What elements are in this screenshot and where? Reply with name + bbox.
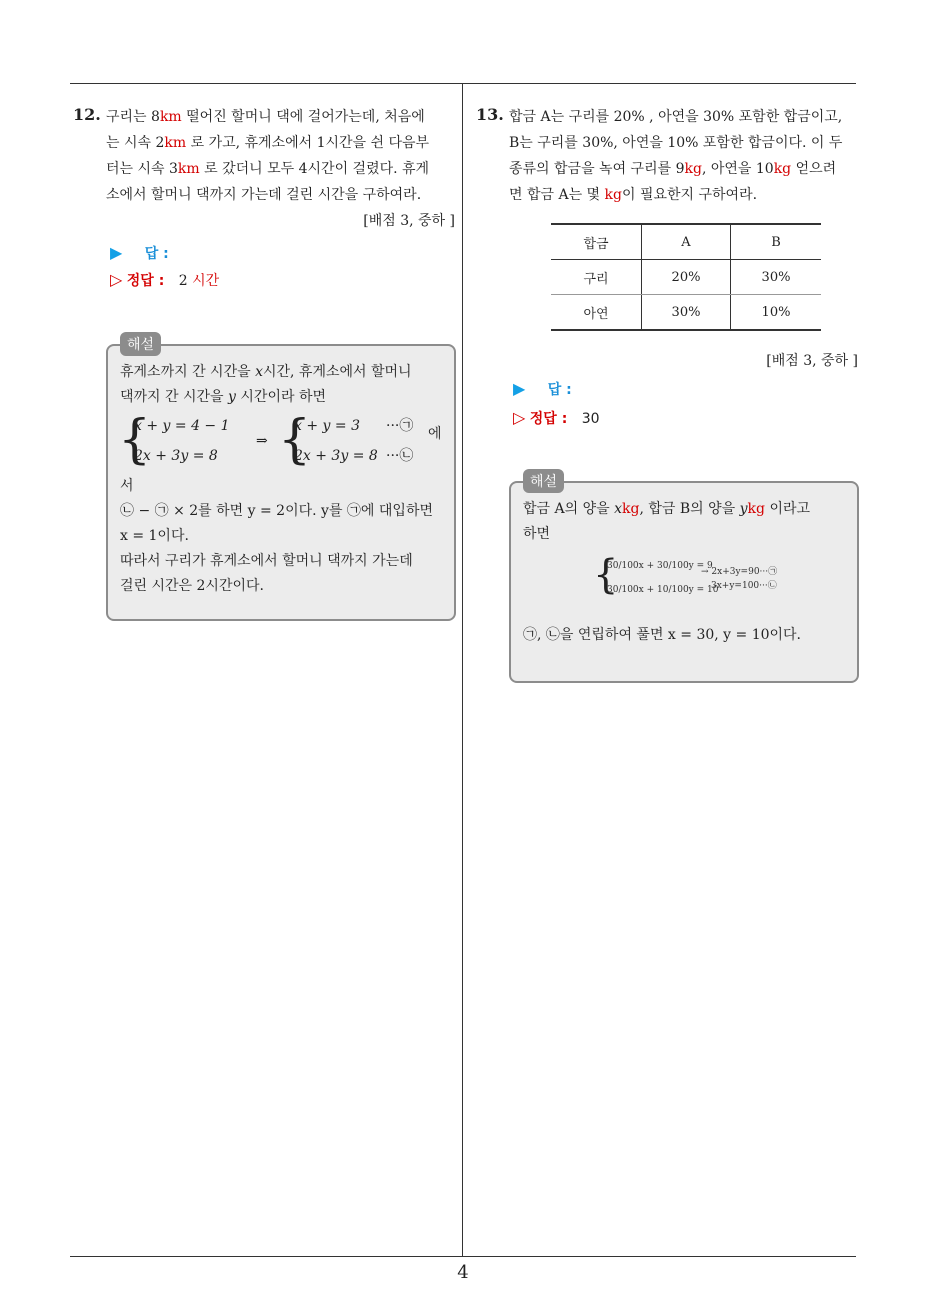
correct-label: 정답 : — [126, 273, 165, 289]
question-13-answer-block — [513, 376, 600, 432]
correct-answer-value: 30 — [581, 411, 600, 427]
question-13 — [509, 104, 858, 208]
question-13-correct-row — [513, 405, 600, 432]
question-13-score: [배점 3, 중하 ] — [766, 353, 858, 369]
question-12-solution-box — [106, 337, 456, 621]
question-12-answer-row — [110, 240, 455, 267]
question-13-text: 합금 A는 구리를 20% , 아연을 30% 포함한 합금이고, B는 구리를 30%, 아연을 10% 포함한 합금이다. 이 두 종류의 합금을 녹여 구리를 9kg, 아연을 10kg 얻으려 면 합금 A는 몇 kg이 필요한지 구하여라. — [509, 109, 843, 203]
correct-arrow-icon: ▷ — [513, 408, 526, 427]
page-number: 4 — [457, 1262, 469, 1283]
answer-arrow-icon: ▶ — [110, 243, 123, 262]
answer-arrow-icon: ▶ — [513, 379, 526, 398]
top-rule — [70, 83, 856, 84]
correct-answer-value: 2 시간 — [178, 273, 220, 289]
question-12-correct-row — [110, 267, 455, 294]
question-12-score: [배점 3, 중하 ] — [363, 213, 455, 229]
question-13-solution-box — [509, 474, 859, 683]
solution-tag: 해설 — [120, 332, 161, 356]
question-12-number: 12. — [73, 105, 101, 124]
question-12-solution: 휴게소까지 간 시간을 x시간, 휴게소에서 할머니 댁까지 간 시간을 y 시간이라 하면 { x + y = 4 − 1 2x + 3y = 8 ⇒ { x + y = 3 2x + 3y = 8 ···㉠ ···㉡ 에 서 ㉡ − ㉠ × 2를 하면 y = 2이다. y를 ㉠에 대입하면 x = 1이다. 따라서 구리가 휴게소에서 할머니 댁까지 가는데 걸린 시간은 2시간이다. — [118, 364, 442, 594]
solution-tag: 해설 — [523, 469, 564, 493]
correct-arrow-icon: ▷ — [110, 270, 123, 289]
question-12 — [106, 104, 455, 294]
answer-label: 답 : — [144, 246, 169, 262]
table-row: 구리 20% 30% — [551, 260, 821, 295]
bottom-rule — [70, 1256, 856, 1257]
question-13-answer-row — [513, 376, 600, 403]
correct-label: 정답 : — [529, 411, 568, 427]
answer-label: 답 : — [547, 382, 572, 398]
small-equation-image: { 30/100x + 30/100y = 9 30/100x + 10/100y = 10 → 2x+3y=90···㉠ 3x+y=100···㉡ — [593, 552, 778, 598]
table-header-row: 합금 A B — [551, 224, 821, 260]
question-12-text: 구리는 8km 떨어진 할머니 댁에 걸어가는데, 처음에 는 시속 2km 로 가고, 휴게소에서 1시간을 쉰 다음부 터는 시속 3km 로 갔더니 모두 4시간이 걸렸다. 휴게 소에서 할머니 댁까지 가는데 걸린 시간을 구하여라. — [106, 109, 430, 203]
column-divider — [462, 83, 463, 1257]
equation-system: { x + y = 4 − 1 2x + 3y = 8 ⇒ { x + y = 3 2x + 3y = 8 ···㉠ ···㉡ 에 — [118, 410, 442, 470]
table-row: 아연 30% 10% — [551, 295, 821, 331]
question-13-solution: 합금 A의 양을 xkg, 합금 B의 양을 ykg 이라고 하면 { 30/100x + 30/100y = 9 30/100x + 10/100y = 10 → 2x+3y=90···㉠ 3x+y=100···㉡ ㉠, ㉡을 연립하여 풀면 x = 30, y = 10이다. — [511, 483, 857, 660]
alloy-table — [551, 223, 821, 331]
question-13-number: 13. — [476, 105, 504, 124]
